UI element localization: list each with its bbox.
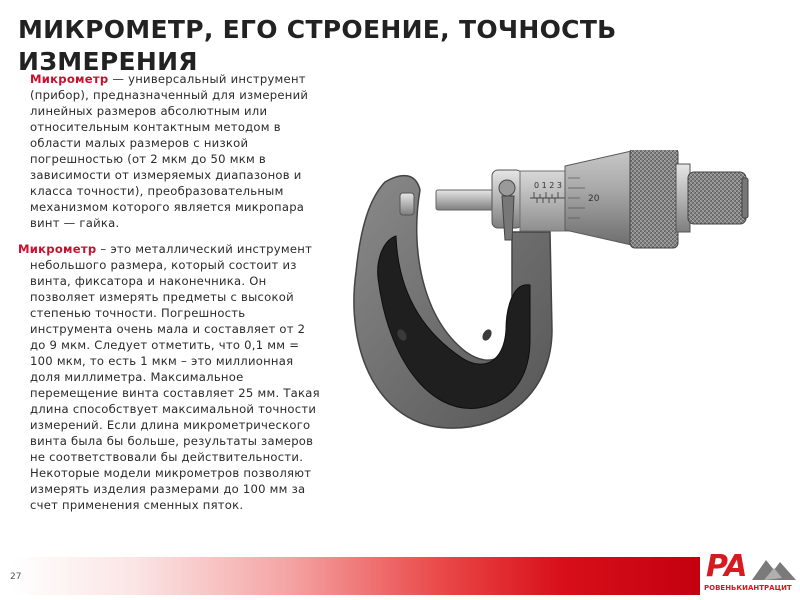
text-line: позволяет измерять предметы с высокой	[30, 290, 294, 304]
body-text	[18, 71, 350, 513]
description-paragraph	[18, 241, 350, 513]
text-line: Микрометр — универсальный инструмент	[30, 72, 306, 86]
text-line: инструмента очень мала и составляет от 2	[30, 322, 306, 336]
micrometer-thimble	[565, 150, 678, 248]
text-line: до 9 мкм. Следует отметить, что 0,1 мм =	[30, 338, 300, 352]
slide-title: МИКРОМЕТР, ЕГО СТРОЕНИЕ, ТОЧНОСТЬ ИЗМЕРЕНИЯ	[18, 15, 617, 76]
text-line: доля миллиметра. Максимальное	[30, 370, 244, 384]
text-line: перемещение винта составляет 25 мм. Такая	[30, 386, 320, 400]
text-line: линейных размеров абсолютным или	[30, 104, 268, 118]
text-line: относительным контактным методом в	[30, 120, 281, 134]
term-highlight: Микрометр	[30, 72, 109, 86]
text-line: механизмом которого является микропара	[30, 200, 305, 214]
text-line: винта была бы больше, результаты замеров	[30, 434, 314, 448]
thimble-scale-number: 20	[588, 194, 600, 204]
text-line: небольшого размера, который состоит из	[30, 258, 297, 272]
logo-caption: РОВЕНЬКИАНТРАЦИТ	[704, 584, 792, 592]
text-line: измерений. Если длина микрометрического	[30, 418, 311, 432]
text-line: счет применения сменных пяток.	[30, 498, 244, 512]
knurled-grip	[630, 150, 678, 248]
lock-nut	[492, 170, 522, 240]
text-line: степенью точности. Погрешность	[30, 306, 246, 320]
text-line: погрешностью (от 2 мкм до 50 мкм в	[30, 152, 266, 166]
micrometer-illustration	[330, 150, 800, 450]
text-line: класса точности), преобразовательным	[30, 184, 284, 198]
text-line: не соответствовали бы действительности.	[30, 450, 304, 464]
footer-band	[10, 557, 700, 595]
logo-mark: PA	[706, 549, 747, 584]
company-logo	[700, 548, 798, 598]
sleeve-scale-numbers: 0 1 2 3	[534, 181, 562, 190]
text-line: Некоторые модели микрометров позволяют	[30, 466, 312, 480]
page-number: 27	[10, 572, 22, 582]
text-line: зависимости от измеряемых диапазонов и	[30, 168, 302, 182]
ratchet	[676, 164, 748, 232]
text-line: винта, фиксатора и наконечника. Он	[30, 274, 267, 288]
text-line: 100 мкм, то есть 1 мкм – это миллионная	[30, 354, 294, 368]
text-line: длина способствует максимальной точности	[30, 402, 317, 416]
term-highlight: Микрометр	[18, 242, 97, 256]
text-line: Микрометр – это металлический инструмент	[18, 242, 313, 256]
text-line: (прибор), предназначенный для измерений	[30, 88, 309, 102]
text-line: измерять изделия размерами до 100 мм за	[30, 482, 306, 496]
text-line: винт — гайка.	[30, 216, 120, 230]
spindle	[436, 190, 496, 210]
definition-paragraph	[18, 71, 350, 231]
text-line: области малых размеров с низкой	[30, 136, 249, 150]
